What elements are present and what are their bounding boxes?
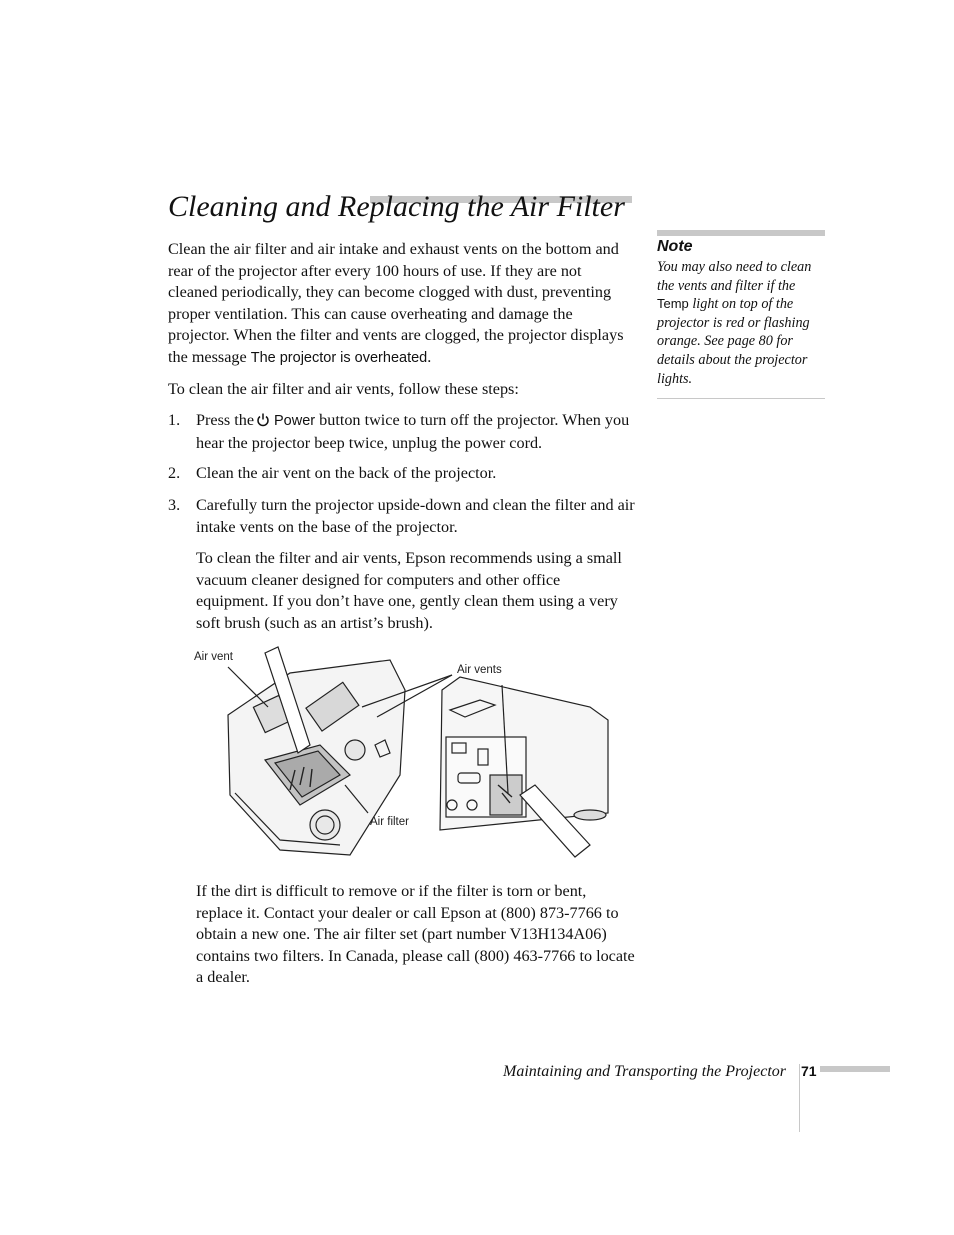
- step-1-before: Press the: [196, 411, 254, 429]
- note-text: [657, 258, 825, 388]
- steps-intro: To clean the air filter and air vents, follow these steps:: [168, 380, 519, 398]
- step-text: [196, 410, 636, 454]
- footer-section-title: Maintaining and Transporting the Projector: [503, 1063, 786, 1080]
- replace-paragraph: If the dirt is difficult to remove or if the filter is torn or bent, replace it. Contact your dealer or call Epson at (800) 873-7766 to obtain a new one. The air filter set (part number V13H134A06) contains two filters. In Canada, please call (800) 463-7766 to locate a dealer.: [196, 882, 635, 987]
- air-filter-label: Air filter: [370, 816, 409, 828]
- page-title: Cleaning and Replacing the Air Filter: [168, 190, 625, 223]
- note-text-after: light on top of the projector is red or flashing orange. See page 80 for details about the projector lights.: [657, 296, 810, 387]
- step-number: 2.: [168, 464, 181, 482]
- air-vents-label: Air vents: [457, 664, 502, 676]
- overheat-message: The projector is overheated: [250, 349, 428, 366]
- note-text-before: You may also need to clean the vents and filter if the: [657, 259, 812, 294]
- note-heading: Note: [657, 238, 693, 255]
- footer-divider: [799, 1064, 800, 1132]
- step-number: 1.: [168, 411, 181, 429]
- vacuum-paragraph: To clean the filter and air vents, Epson recommends using a small vacuum cleaner designed for computers and other office equipment. If you don’t have one, gently clean them using a very soft brush (such as an artist’s brush).: [196, 549, 622, 632]
- power-button-label: Power: [274, 413, 316, 429]
- intro-text: Clean the air filter and air intake and exhaust vents on the bottom and rear of the projector after every 100 hours of use. If they are not cleaned periodically, they can become clogged with dust, preventing proper ventilation. This can cause overheating and damage the projector. When the filter and vents are clogged, the projector displays the message: [168, 240, 624, 366]
- step-text: Clean the air vent on the back of the projector.: [196, 464, 497, 482]
- note-bottom-rule: [657, 398, 825, 399]
- intro-end: .: [427, 347, 432, 366]
- intro-paragraph: [168, 239, 634, 370]
- footer-rule: [820, 1066, 890, 1072]
- air-filter-illustration: [190, 645, 620, 860]
- step-text: Carefully turn the projector upside-down and clean the filter and air intake vents on the base of the projector.: [196, 496, 635, 536]
- air-vent-label: Air vent: [194, 651, 233, 663]
- page-number: 71: [801, 1063, 817, 1079]
- power-icon: [256, 412, 270, 427]
- step-1-after: button twice to turn off the projector. When you hear the projector beep twice, unplug the power cord.: [196, 411, 630, 452]
- step-number: 3.: [168, 496, 181, 514]
- temp-light-label: Temp: [657, 296, 689, 312]
